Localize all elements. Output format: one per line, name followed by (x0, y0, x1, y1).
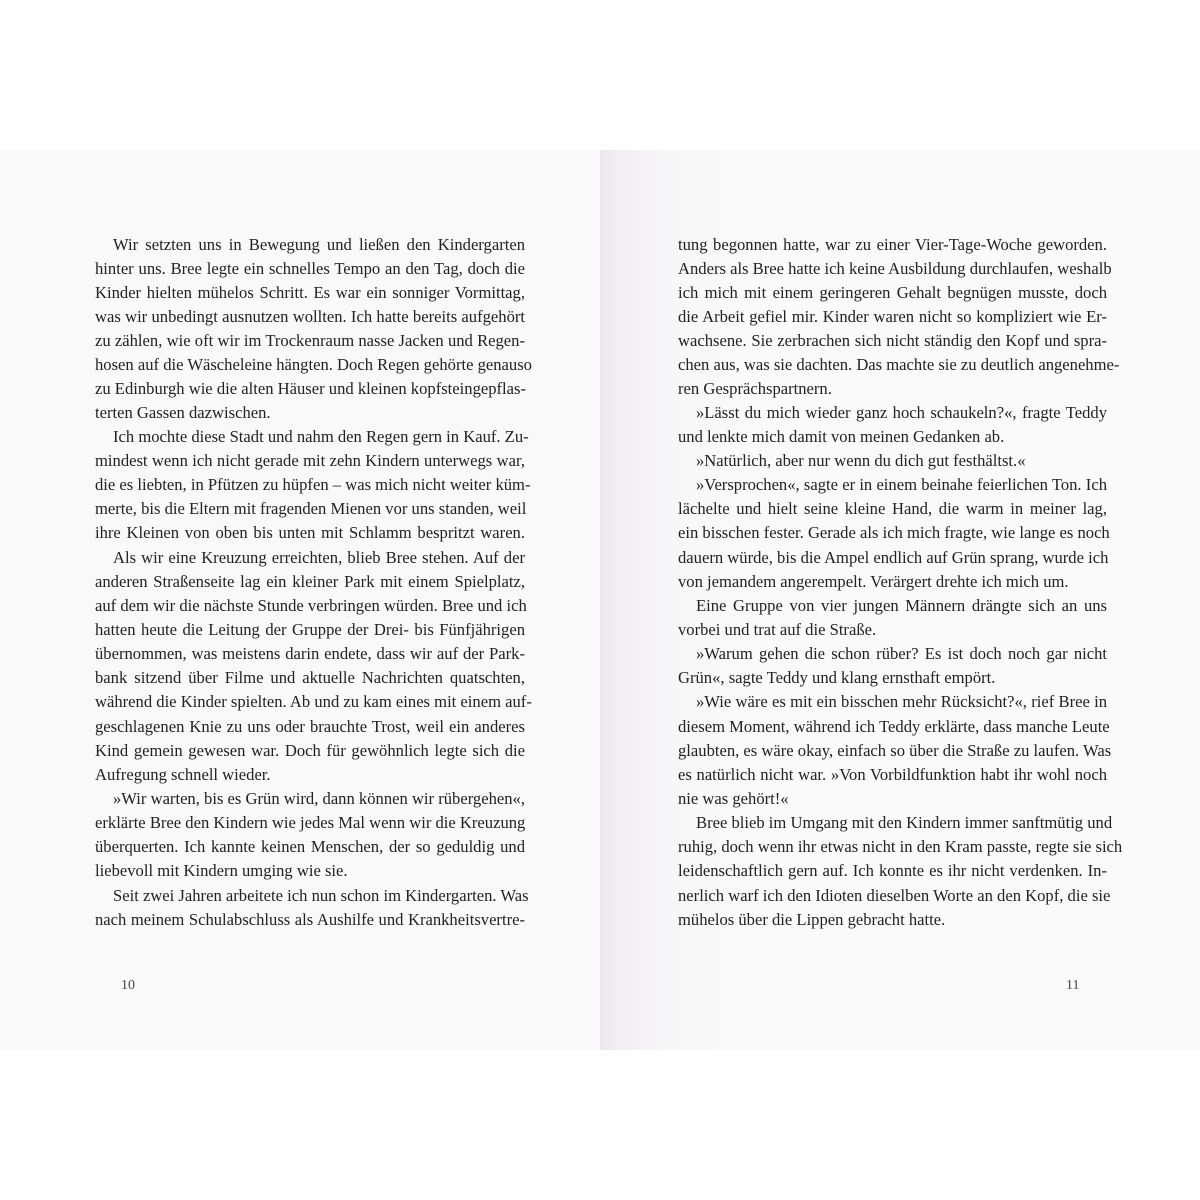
text-line: »Warum gehen die schon rüber? Es ist doch noch gar nicht (696, 644, 1107, 663)
text-line: Grün«, sagte Teddy und klang ernsthaft empört. (678, 668, 996, 687)
text-line: geschlagenen Knie zu uns oder brauchte Trost, weil ein anderes (95, 717, 525, 736)
text-line: die es liebten, in Pfützen zu hüpfen – was mich nicht weiter küm- (95, 475, 531, 494)
text-line: überquerten. Ich kannte keinen Menschen, der so geduldig und (95, 837, 525, 856)
text-line: leidenschaftlich gern auf. Ich konnte es ihr nicht verdenken. In- (678, 861, 1107, 880)
text-line: auf dem wir die nächste Stunde verbringen würden. Bree und ich (95, 596, 527, 615)
text-line: »Wie wäre es mit ein bisschen mehr Rücksicht?«, rief Bree in (696, 692, 1107, 711)
text-line: hatten heute die Leitung der Gruppe der Drei- bis Fünfjährigen (95, 620, 525, 639)
text-line: von jemandem angerempelt. Verärgert drehte ich mich um. (678, 572, 1069, 591)
text-line: diesem Moment, während ich Teddy erklärte, dass manche Leute (678, 717, 1110, 736)
text-line: es natürlich nicht war. »Von Vorbildfunktion habt ihr wohl noch (678, 765, 1107, 784)
text-line: chen aus, was sie dachten. Das machte sie zu deutlich angenehme- (678, 355, 1120, 374)
text-line: terten Gassen dazwischen. (95, 403, 271, 422)
text-line: ruhig, doch wenn ihr etwas nicht in den Kram passte, regte sie sich (678, 837, 1123, 856)
text-line: wachsene. Sie zerbrachen sich nicht ständig den Kopf und spra- (678, 331, 1107, 350)
text-line: nach meinem Schulabschluss als Aushilfe und Krankheitsvertre- (95, 910, 525, 929)
right-page (600, 150, 1200, 1050)
text-line: Wir setzten uns in Bewegung und ließen den Kindergarten (113, 235, 525, 254)
text-line: nie was gehört!« (678, 789, 789, 808)
text-line: Als wir eine Kreuzung erreichten, blieb Bree stehen. Auf der (113, 548, 525, 567)
text-line: liebevoll mit Kindern umging wie sie. (95, 861, 348, 880)
text-line: Bree blieb im Umgang mit den Kindern immer sanftmütig und (696, 813, 1113, 832)
text-line: ein bisschen fester. Gerade als ich mich fragte, wie lange es noch (678, 523, 1110, 542)
text-line: hosen auf die Wäscheleine hängten. Doch Regen gehörte genauso (95, 355, 532, 374)
text-line: ihre Kleinen von oben bis unten mit Schlamm bespritzt waren. (95, 523, 525, 542)
text-line: mindest wenn ich nicht gerade mit zehn Kindern unterwegs war, (95, 451, 525, 470)
text-line: lächelte und hielt seine kleine Hand, die warm in meiner lag, (678, 499, 1107, 518)
page-number: 11 (1066, 978, 1080, 993)
text-line: Seit zwei Jahren arbeitete ich nun schon im Kindergarten. Was (113, 886, 529, 905)
text-line: übernommen, was meistens darin endete, dass wir auf der Park- (95, 644, 525, 663)
text-line: Kind gemein gewesen war. Doch für gewöhnlich legte sich die (95, 741, 525, 760)
text-line: vorbei und trat auf die Straße. (678, 620, 877, 639)
text-line: hinter uns. Bree legte ein schnelles Tempo an den Tag, doch die (95, 259, 525, 278)
text-line: ren Gesprächspartnern. (678, 379, 832, 398)
text-line: merte, bis die Eltern mit fragenden Mienen vor uns standen, weil (95, 499, 527, 518)
text-line: Kinder hielten mühelos Schritt. Es war ein sonniger Vormittag, (95, 283, 525, 302)
text-line: zu Edinburgh wie die alten Häuser und kleinen kopfsteingepflas- (95, 379, 527, 398)
text-line: anderen Straßenseite lag ein kleiner Park mit einem Spielplatz, (95, 572, 525, 591)
left-page (0, 150, 600, 1050)
text-line: nerlich warf ich den Idioten dieselben Worte an den Kopf, die sie (678, 886, 1111, 905)
book-spread (0, 150, 1200, 1050)
text-line: Eine Gruppe von vier jungen Männern drängte sich an uns (696, 596, 1107, 615)
text-line: und lenkte mich damit von meinen Gedanken ab. (678, 427, 1005, 446)
text-line: »Natürlich, aber nur wenn du dich gut festhältst.« (696, 451, 1026, 470)
text-line: ich mich mit einem geringeren Gehalt begnügen musste, doch (678, 283, 1107, 302)
text-line: Ich mochte diese Stadt und nahm den Regen gern in Kauf. Zu- (113, 427, 529, 446)
page-number: 10 (121, 978, 135, 993)
text-line: erklärte Bree den Kindern wie jedes Mal wenn wir die Kreuzung (95, 813, 526, 832)
text-line: »Lässt du mich wieder ganz hoch schaukeln?«, fragte Teddy (696, 403, 1107, 422)
text-line: was wir unbedingt ausnutzen wollten. Ich hatte bereits aufgehört (95, 307, 525, 326)
text-line: »Wir warten, bis es Grün wird, dann können wir rübergehen«, (113, 789, 525, 808)
text-line: tung begonnen hatte, war zu einer Vier-Tage-Woche geworden. (678, 235, 1107, 254)
text-line: mühelos über die Lippen gebracht hatte. (678, 910, 946, 929)
text-line: bank sitzend über Filme und aktuelle Nachrichten quatschten, (95, 668, 525, 687)
text-line: dauern würde, bis die Ampel endlich auf Grün sprang, wurde ich (678, 548, 1109, 567)
text-line: Aufregung schnell wieder. (95, 765, 271, 784)
text-line: während die Kinder spielten. Ab und zu kam eines mit einem auf- (95, 692, 532, 711)
text-line: zu zählen, wie oft wir im Trockenraum nasse Jacken und Regen- (95, 331, 525, 350)
text-line: die Arbeit gefiel mir. Kinder waren nicht so kompliziert wie Er- (678, 307, 1107, 326)
text-line: glaubten, es wäre okay, einfach so über die Straße zu laufen. Was (678, 741, 1112, 760)
text-line: »Versprochen«, sagte er in einem beinahe feierlichen Ton. Ich (696, 475, 1107, 494)
text-line: Anders als Bree hatte ich keine Ausbildung durchlaufen, weshalb (678, 259, 1112, 278)
